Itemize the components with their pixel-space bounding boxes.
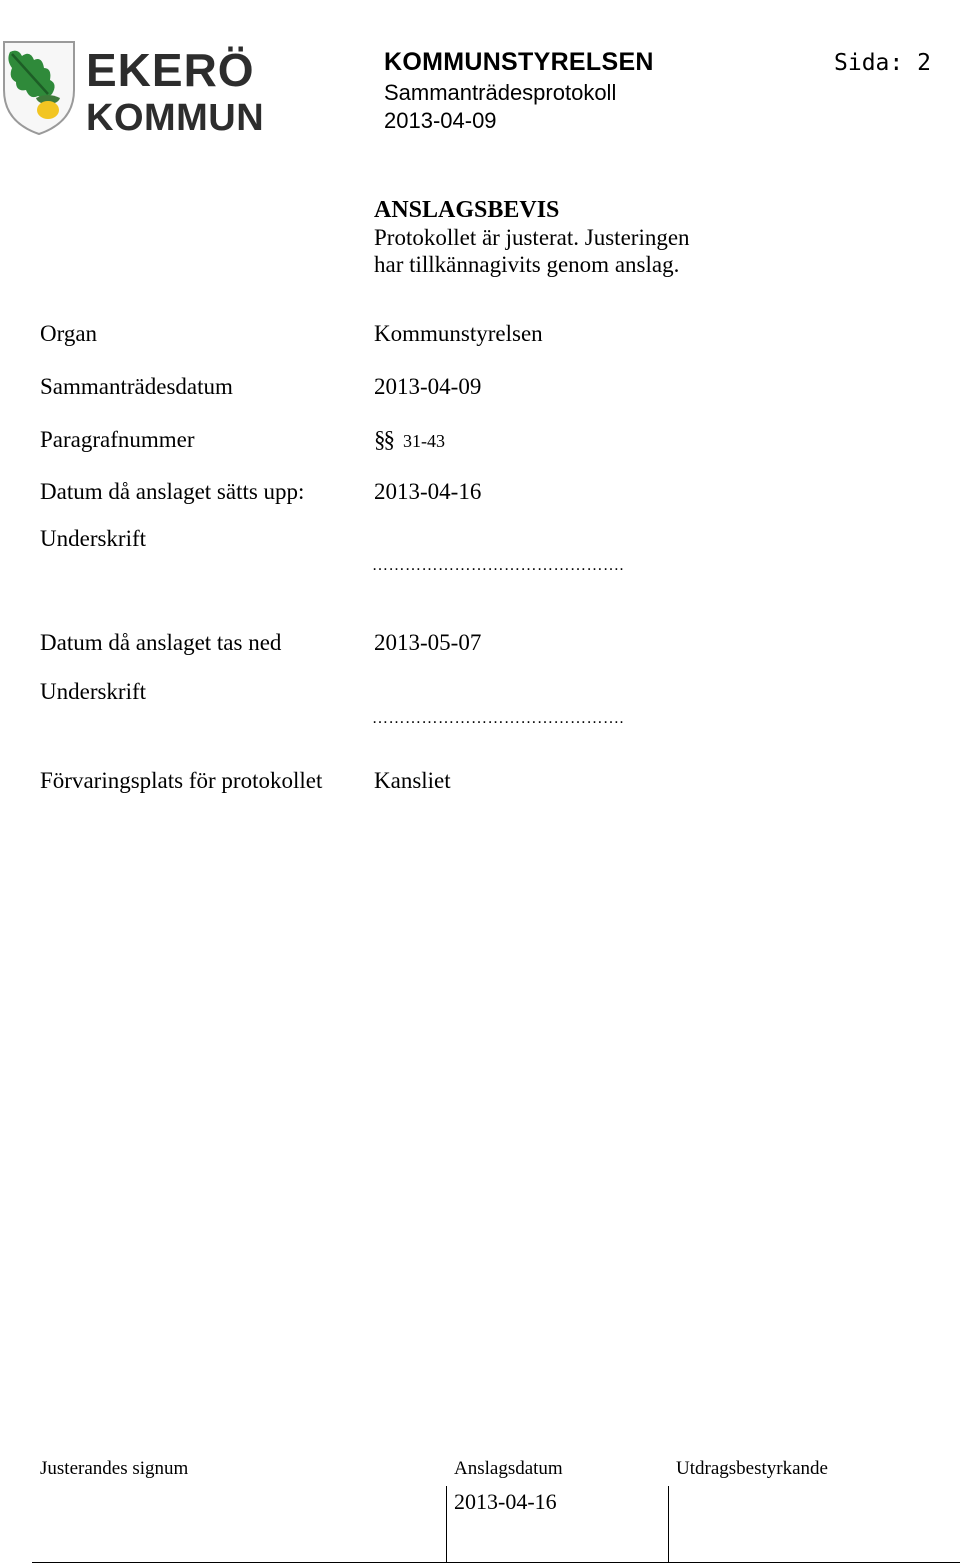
ekero-kommun-logo (0, 38, 280, 138)
municipal-crest-icon (0, 38, 280, 138)
svg-text:KOMMUN: KOMMUN (86, 97, 265, 138)
footer-anslagsdatum-value: 2013-04-16 (454, 1489, 557, 1514)
footer-anslagsdatum: Anslagsdatum (454, 1458, 563, 1479)
anslagsbevis-text-line1: Protokollet är justerat. Justeringen (374, 225, 690, 250)
footer-divider-1 (446, 1486, 447, 1562)
footer-justerandes-signum: Justerandes signum (40, 1458, 189, 1479)
anslag-upp-value: 2013-04-16 (374, 479, 482, 504)
signature-line-2: ………………………………………. (372, 710, 624, 727)
sammantradesdatum-value: 2013-04-09 (374, 374, 482, 399)
paragrafnummer-value: 31-43 (403, 431, 445, 451)
organ-label: Organ (40, 321, 98, 346)
sammantradesdatum-label: Sammanträdesdatum (40, 374, 233, 399)
signature-line-1: ………………………………………. (372, 557, 624, 574)
anslag-upp-label: Datum då anslaget sätts upp: (40, 479, 305, 504)
anslagsbevis-text-line2: har tillkännagivits genom anslag. (374, 252, 680, 277)
forvaringsplats-label: Förvaringsplats för protokollet (40, 768, 323, 793)
header-subtitle: Sammanträdesprotokoll (384, 80, 617, 105)
underskrift-label-1: Underskrift (40, 526, 147, 551)
footer-divider-2 (668, 1486, 669, 1562)
organ-value: Kommunstyrelsen (374, 321, 543, 346)
page-number: Sida: 2 (834, 50, 931, 76)
paragraph-sign: §§ (374, 427, 393, 452)
footer-utdragsbestyrkande: Utdragsbestyrkande (676, 1458, 828, 1479)
footer-bottom-rule (32, 1562, 960, 1563)
header-title: KOMMUNSTYRELSEN (384, 48, 654, 76)
paragrafnummer-value-row (374, 427, 445, 453)
anslag-ned-value: 2013-05-07 (374, 630, 482, 655)
paragrafnummer-label: Paragrafnummer (40, 427, 195, 452)
forvaringsplats-value: Kansliet (374, 768, 451, 793)
svg-text:EKERÖ: EKERÖ (86, 44, 255, 96)
anslagsbevis-heading: ANSLAGSBEVIS (374, 197, 560, 223)
header-date: 2013-04-09 (384, 108, 497, 133)
anslag-ned-label: Datum då anslaget tas ned (40, 630, 282, 655)
underskrift-label-2: Underskrift (40, 679, 147, 704)
